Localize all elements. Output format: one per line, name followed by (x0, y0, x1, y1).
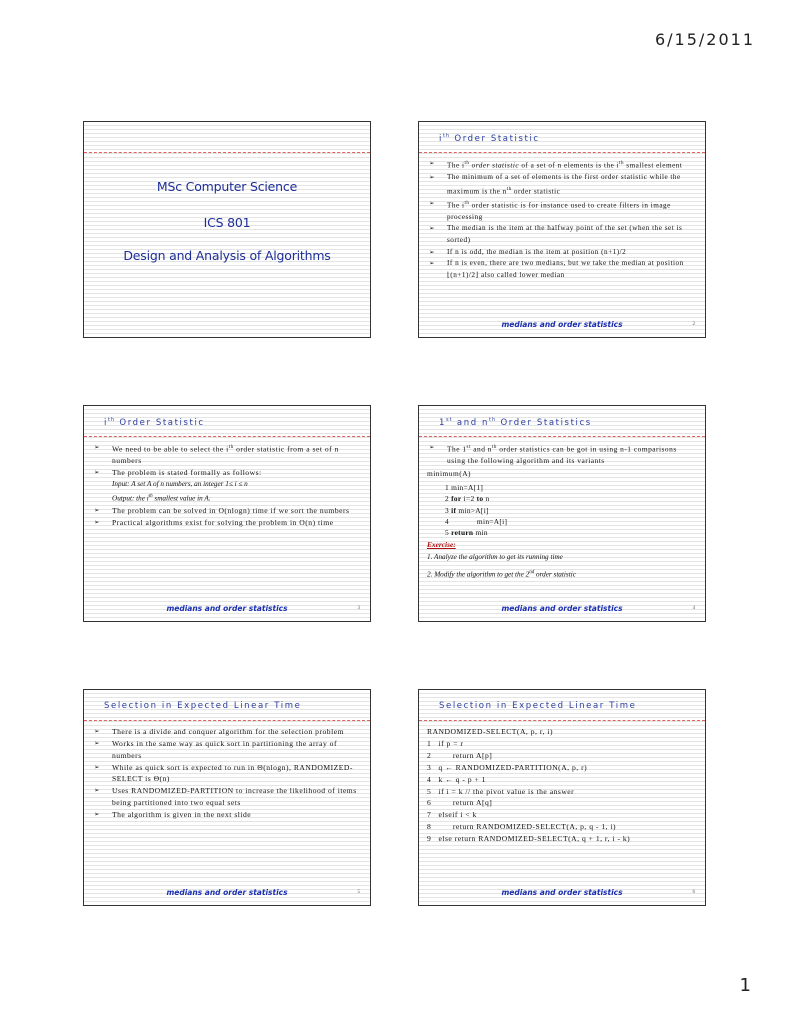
slide-footer: medians and order statistics (166, 604, 288, 613)
slide-footer: medians and order statistics (501, 604, 623, 613)
code-line: 8 return RANDOMIZED-SELECT(A, p, q - 1, i) (427, 822, 617, 832)
title-rule (84, 436, 370, 437)
slide-6 (418, 689, 706, 906)
code-line: 1 if p = r (427, 738, 464, 748)
bullet-item: ➢ The $i^{th}$ order statistic of a set of n elements is the $i^{th}$ smallest element (427, 158, 695, 172)
slide-number: 6 (692, 890, 695, 895)
slide-footer: medians and order statistics (501, 888, 623, 897)
code-line: 3 if min>A[i] (445, 505, 489, 515)
bullet-item: ➢ The 1st and $n^{th}$ order statistics can be got in using n-1 comparisons using the following algorithm and its variants (427, 442, 695, 466)
code-line: 4 k ← q - p + 1 (427, 774, 486, 784)
bullet-item: ➢ Works in the same way as quick sort in partitioning the array of numbers (92, 738, 360, 761)
slide-title: Selection in Expected Linear Time (439, 701, 637, 711)
code-line: 9 else return RANDOMIZED-SELECT(A, q + 1, r, i - k) (427, 834, 631, 844)
slide-1 (83, 121, 371, 338)
bullet-item: ➢ The median is the item at the halfway point of the set (when the set is sorted) (427, 223, 695, 246)
bullet-item: ➢ The problem can be solved in O(nlogn) time if we sort the numbers (92, 505, 360, 517)
bullet-item: ➢ If n is odd, the median is the item at position (n+1)/2 (427, 247, 695, 258)
output-spec: Output: the $i^{th}$ smallest value in A. (112, 493, 211, 503)
slide-title: 1st and $n^{th}$ Order Statistics (439, 417, 592, 428)
bullet-item: ➢ The $i^{th}$ order statistic is for instance used to create filters in image processing (427, 198, 695, 223)
title-rule (84, 720, 370, 721)
code-line: RANDOMIZED-SELECT(A, p, r, i) (427, 727, 553, 736)
slide-footer: medians and order statistics (501, 320, 623, 329)
slide-number: 3 (357, 606, 360, 611)
bullet-item: ➢ We need to be able to select the $i^{th}$ order statistic from a set of n numbers (92, 442, 360, 467)
code-line: 5 return min (445, 528, 488, 538)
slide-number: 5 (357, 890, 360, 895)
bullet-item: ➢ The problem is stated formally as follows: (92, 467, 360, 479)
input-spec: Input: A set A of n numbers, an integer 1≤ i ≤ n (112, 480, 248, 489)
header-date: 6/15/2011 (654, 30, 755, 49)
code-line: 7 elseif i < k (427, 810, 477, 820)
title-rule (419, 152, 705, 153)
code-line: 1 min=A[1] (445, 482, 484, 492)
title-rule (419, 436, 705, 437)
course-name: MSc Computer Science (156, 179, 298, 194)
slide-3 (83, 405, 371, 622)
exercise-item: 1. Analyze the algorithm to get its running time (427, 553, 563, 562)
slide-number: 2 (692, 322, 695, 327)
slide-title: $i^{th}$ Order Statistic (104, 417, 205, 428)
bullet-item: ➢ Practical algorithms exist for solving the problem in O(n) time (92, 517, 360, 529)
bullet-item: ➢ While as quick sort is expected to run in Θ(nlogn), RANDOMIZED-SELECT is Θ(n) (92, 762, 360, 785)
slide-body (427, 442, 695, 580)
course-code: ICS 801 (203, 215, 251, 230)
slide-body (427, 158, 695, 282)
code-line: 5 if i = k // the pivot value is the answer (427, 786, 575, 796)
code-line: 2 return A[p] (427, 750, 493, 760)
slide-2 (418, 121, 706, 338)
exercise-heading: Exercise: (427, 539, 456, 549)
code-line: 3 q ← RANDOMIZED-PARTITION(A, p, r) (427, 762, 588, 772)
page-number: 1 (739, 975, 751, 996)
slide-body (92, 442, 360, 529)
slide-footer: medians and order statistics (166, 888, 288, 897)
bullet-item: ➢ Uses RANDOMIZED-PARTITION to increase the likelihood of items being partitioned into two equal sets (92, 785, 360, 808)
slide-body (92, 726, 360, 821)
exercise-item: 2. Modify the algorithm to get the 2nd order statistic (427, 569, 576, 578)
course-title: Design and Analysis of Algorithms (123, 248, 331, 263)
code-function: minimum(A) (427, 469, 472, 479)
slide-4 (418, 405, 706, 622)
slide-title: Selection in Expected Linear Time (104, 701, 302, 711)
bullet-item: ➢ If n is even, there are two medians, but we take the median at position ⌊(n+1)/2⌋ also called lower median (427, 258, 695, 281)
code-line: 4 min=A[i] (445, 516, 508, 526)
bullet-item: ➢ The minimum of a set of elements is the first order statistic while the maximum is the $n^{th}$ order statistic (427, 172, 695, 197)
title-rule (419, 720, 705, 721)
bullet-item: ➢ The algorithm is given in the next slide (92, 809, 360, 821)
slide-5 (83, 689, 371, 906)
slide-title: $i^{th}$ Order Statistic (439, 133, 540, 144)
bullet-item: ➢ There is a divide and conquer algorithm for the selection problem (92, 726, 360, 738)
slide-number: 4 (692, 606, 695, 611)
code-line: 2 for i=2 to n (445, 494, 490, 504)
slide-body (427, 726, 695, 845)
title-rule (84, 152, 370, 153)
code-line: 6 return A[q] (427, 798, 493, 808)
